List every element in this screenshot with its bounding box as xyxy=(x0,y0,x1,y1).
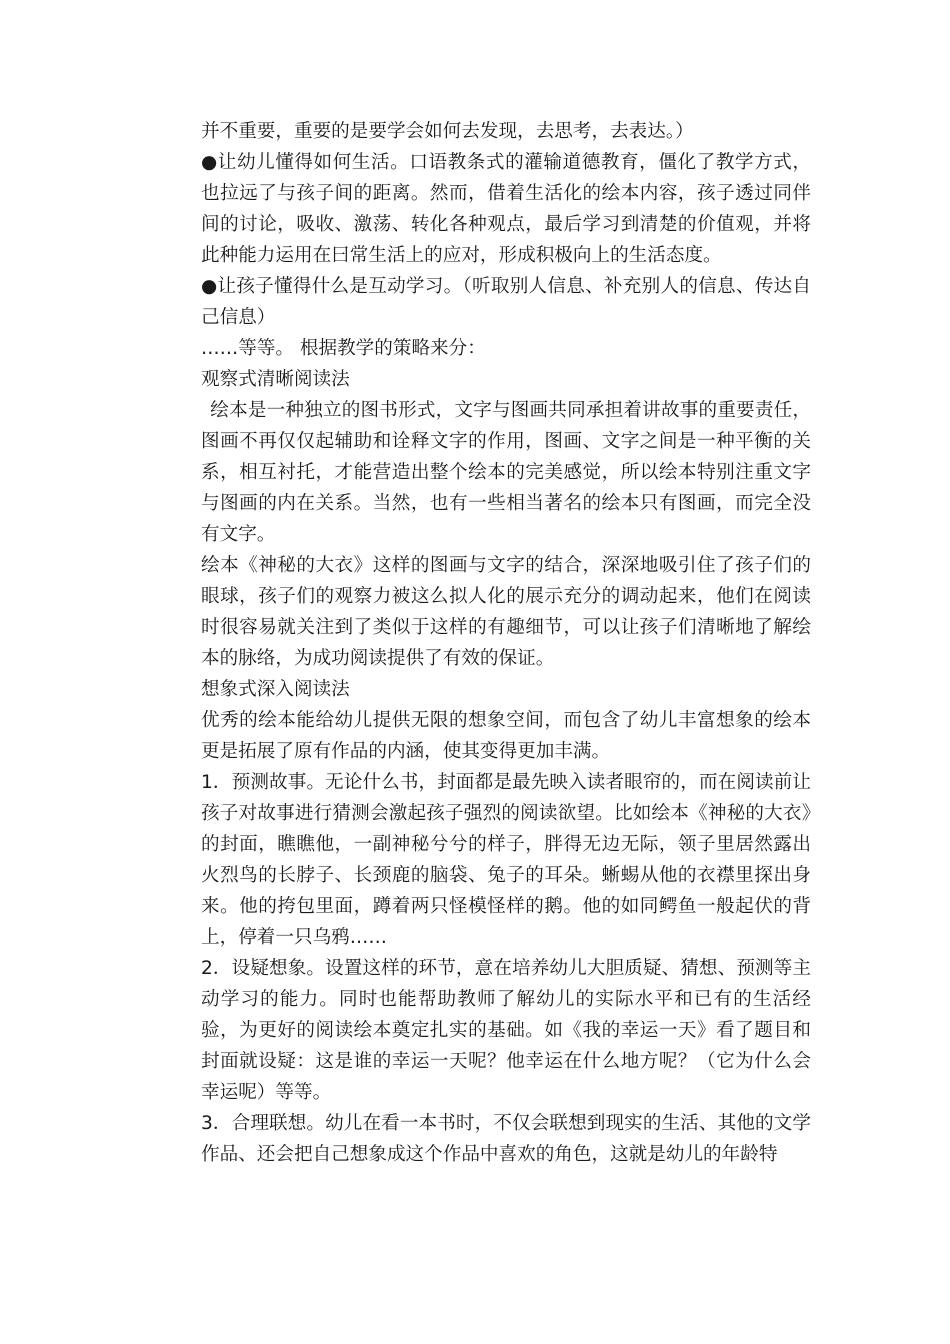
bullet-paragraph-interactive: ●让孩子懂得什么是互动学习。（听取别人信息、补充别人的信息、传达自己信息） xyxy=(201,276,811,328)
paragraph-continuation: 并不重要，重要的是要学会如何去发现，去思考，去表达。） xyxy=(201,121,694,142)
paragraph-strategy-intro: ……等等。 根据教学的策略来分： xyxy=(201,338,486,359)
paragraph-imagination-space: 优秀的绘本能给幼儿提供无限的想象空间，而包含了幼儿丰富想象的绘本更是拓展了原有作品的内涵，使其变得更加丰满。 xyxy=(201,710,811,762)
bullet-paragraph-life: ●让幼儿懂得如何生活。口语教条式的灌输道德教育，僵化了教学方式，也拉远了与孩子间的距离。然而，借着生活化的绘本内容，孩子透过同伴间的讨论，吸收、激荡、转化各种观点，最后学习到清楚的价值观，并将此种能力运用在曰常生活上的应对，形成积极向上的生活态度。 xyxy=(201,152,811,266)
numbered-paragraph-question: 2．设疑想象。设置这样的环节，意在培养幼儿大胆质疑、猜想、预测等主动学习的能力。同时也能帮助教师了解幼儿的实际水平和已有的生活经验，为更好的阅读绘本奠定扎实的基础。如《我的幸运一天》看了题目和封面就设疑：这是谁的幸运一天呢？他幸运在什么地方呢？（它为什么会幸运呢）等等。 xyxy=(201,958,811,1103)
section-heading-observation: 观察式清晰阅读法 xyxy=(201,369,350,390)
numbered-paragraph-predict: 1．预测故事。无论什么书，封面都是最先映入读者眼帘的，而在阅读前让孩子对故事进行猜测会激起孩子强烈的阅读欲望。比如绘本《神秘的大衣》的封面，瞧瞧他，一副神秘兮兮的样子，胖得无边无际，领子里居然露出火烈鸟的长脖子、长颈鹿的脑袋、兔子的耳朵。蜥蜴从他的衣襟里探出身来。他的挎包里面，蹲着两只怪模怪样的鹅。他的如同鳄鱼一般起伏的背上，停着一只乌鸦…… xyxy=(201,772,811,948)
section-heading-imagination: 想象式深入阅读法 xyxy=(201,679,350,700)
paragraph-picture-book-form: 绘本是一种独立的图书形式，文字与图画共同承担着讲故事的重要责任，图画不再仅仅起辅助和诠释文字的作用，图画、文字之间是一种平衡的关系，相互衬托，才能营造出整个绘本的完美感觉，所以绘本特别注重文字与图画的内在关系。当然，也有一些相当著名的绘本只有图画，而完全没有文字。 xyxy=(201,400,811,545)
paragraph-mysterious-coat: 绘本《神秘的大衣》这样的图画与文字的结合，深深地吸引住了孩子们的眼球，孩子们的观察力被这么拟人化的展示充分的调动起来，他们在阅读时很容易就关注到了类似于这样的有趣细节，可以让孩子们清晰地了解绘本的脉络，为成功阅读提供了有效的保证。 xyxy=(201,555,811,669)
document-body xyxy=(201,116,811,1170)
numbered-paragraph-associate: 3．合理联想。幼儿在看一本书时，不仅会联想到现实的生活、其他的文学作品、还会把自己想象成这个作品中喜欢的角色，这就是幼儿的年龄特 xyxy=(201,1113,811,1165)
